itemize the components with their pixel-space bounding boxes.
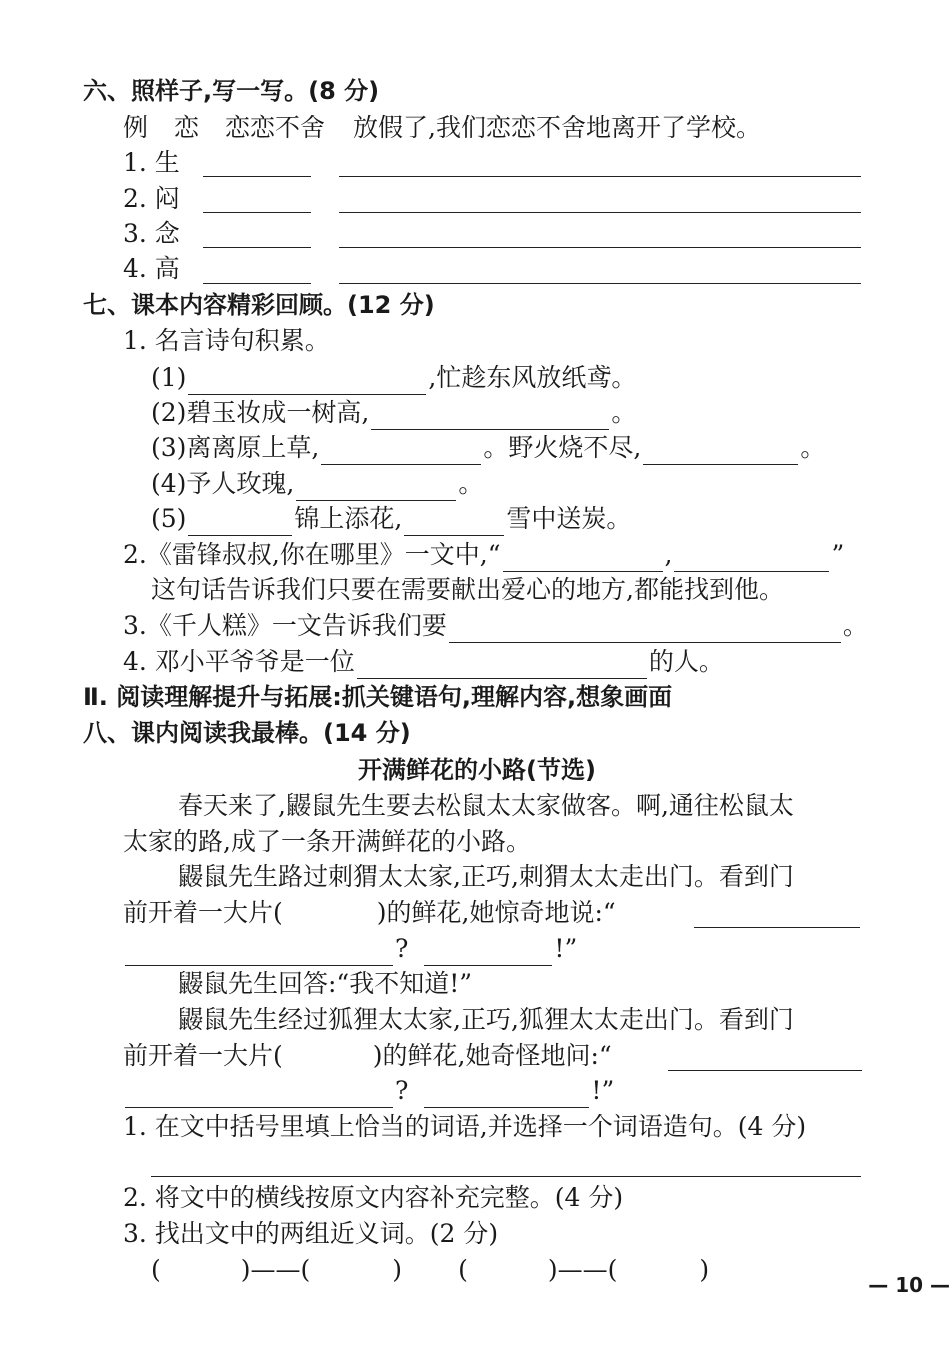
poem-text-2b: 。 bbox=[611, 398, 637, 427]
poem-line-3 bbox=[151, 431, 825, 465]
passage-p2-blank-c[interactable] bbox=[424, 939, 552, 966]
s7-q4 bbox=[123, 645, 724, 679]
s6-item-2: 2. 闷 bbox=[123, 184, 180, 213]
poem-line-4 bbox=[151, 467, 483, 501]
poem-blank-3a[interactable] bbox=[321, 438, 481, 465]
s7-q2-blank-a[interactable] bbox=[503, 545, 663, 572]
passage-title: 开满鲜花的小路(节选) bbox=[358, 756, 596, 784]
s7-q2-close: ” bbox=[831, 540, 845, 569]
poem-text-4a: 予人玫瑰, bbox=[186, 469, 295, 498]
s7-q4-blank[interactable] bbox=[357, 652, 647, 679]
s7-q2 bbox=[123, 538, 844, 572]
page-number: — 10 — bbox=[868, 1273, 950, 1297]
passage-p4-excl: !” bbox=[591, 1076, 615, 1105]
s7-q3-blank[interactable] bbox=[449, 616, 841, 643]
s7-q2-text: 2.《雷锋叔叔,你在哪里》一文中,“ bbox=[123, 540, 501, 569]
passage-p4-l3 bbox=[123, 1074, 614, 1108]
s7-q2-line2: 这句话告诉我们只要在需要献出爱心的地方,都能找到他。 bbox=[151, 575, 784, 604]
synonym-paren-3-close: ) bbox=[547, 1255, 558, 1284]
part-2-title: Ⅱ. 阅读理解提升与拓展:抓关键语句,理解内容,想象画面 bbox=[83, 683, 673, 711]
passage-p1-l1: 春天来了,鼹鼠先生要去松鼠太太家做客。啊,通往松鼠太 bbox=[178, 791, 794, 820]
s7-q2-blank-b[interactable] bbox=[674, 545, 829, 572]
synonym-row bbox=[151, 1253, 709, 1287]
example-char: 恋 bbox=[174, 113, 200, 142]
synonym-paren-4-open: ( bbox=[607, 1255, 618, 1284]
s6-blank-sentence-4[interactable] bbox=[339, 283, 861, 284]
passage-p2-blank-b[interactable] bbox=[125, 939, 393, 966]
poem-num-3: (3) bbox=[151, 433, 187, 462]
s7-q4-tail: 的人。 bbox=[648, 647, 724, 676]
s7-q3 bbox=[123, 609, 868, 643]
s7-q2-comma: , bbox=[664, 540, 673, 569]
passage-p4-blank-b[interactable] bbox=[125, 1081, 393, 1108]
poem-num-1: (1) bbox=[151, 363, 187, 392]
poem-line-2 bbox=[151, 396, 636, 430]
poem-text-4b: 。 bbox=[458, 469, 484, 498]
passage-p2-blank-a[interactable] bbox=[694, 927, 860, 928]
poem-blank-5a[interactable] bbox=[188, 509, 292, 536]
passage-p2-qmark: ? bbox=[395, 934, 409, 963]
synonym-paren-4-close: ) bbox=[699, 1255, 710, 1284]
poem-text-2a: 碧玉妆成一树高, bbox=[186, 398, 370, 427]
poem-line-5 bbox=[151, 502, 631, 536]
passage-p4-text-b: )的鲜花,她奇怪地问:“ bbox=[372, 1041, 612, 1070]
s6-item-3: 3. 念 bbox=[123, 219, 180, 248]
passage-p1-l2: 太家的路,成了一条开满鲜花的小路。 bbox=[123, 827, 531, 856]
poem-num-4: (4) bbox=[151, 469, 187, 498]
passage-p3: 鼹鼠先生回答:“我不知道!” bbox=[178, 969, 473, 998]
poem-text-1: ,忙趁东风放纸鸢。 bbox=[428, 363, 637, 392]
s7-q3-text: 3.《千人糕》一文告诉我们要 bbox=[123, 611, 447, 640]
s6-item-4: 4. 高 bbox=[123, 254, 180, 283]
s7-q1: 1. 名言诗句积累。 bbox=[123, 326, 330, 355]
example-sentence: 放假了,我们恋恋不舍地离开了学校。 bbox=[353, 113, 761, 142]
poem-blank-3b[interactable] bbox=[643, 438, 798, 465]
passage-p2-text-a: 前开着一大片( bbox=[123, 898, 283, 927]
example-row bbox=[123, 111, 761, 145]
synonym-paren-1-close: ) bbox=[240, 1255, 251, 1284]
passage-p2-l1: 鼹鼠先生路过刺猬太太家,正巧,刺猬太太走出门。看到门 bbox=[178, 862, 794, 891]
s6-blank-sentence-3[interactable] bbox=[339, 247, 861, 248]
passage-p4-blank-c[interactable] bbox=[424, 1081, 589, 1108]
poem-text-5a: 锦上添花, bbox=[294, 504, 403, 533]
s6-blank-word-4[interactable] bbox=[203, 283, 311, 284]
passage-p2-text-b: )的鲜花,她惊奇地说:“ bbox=[376, 898, 616, 927]
passage-p4-qmark: ? bbox=[395, 1076, 409, 1105]
s8-q3: 3. 找出文中的两组近义词。(2 分) bbox=[123, 1219, 499, 1248]
poem-text-3a: 离离原上草, bbox=[186, 433, 320, 462]
poem-num-2: (2) bbox=[151, 398, 187, 427]
s8-q1: 1. 在文中括号里填上恰当的词语,并选择一个词语造句。(4 分) bbox=[123, 1112, 807, 1141]
poem-text-3b: 。野火烧不尽, bbox=[483, 433, 642, 462]
s6-blank-word-2[interactable] bbox=[203, 212, 311, 213]
s6-blank-word-1[interactable] bbox=[203, 176, 311, 177]
s6-item-1: 1. 生 bbox=[123, 148, 180, 177]
passage-p4-blank-a[interactable] bbox=[668, 1070, 862, 1071]
passage-p4-l2 bbox=[123, 1039, 612, 1073]
s8-q1-answer-line[interactable] bbox=[151, 1176, 861, 1177]
synonym-paren-3-open: ( bbox=[458, 1255, 468, 1284]
section-7-title: 七、课本内容精彩回顾。(12 分) bbox=[83, 291, 435, 319]
s7-q3-tail: 。 bbox=[842, 611, 868, 640]
synonym-paren-2-close: ) bbox=[392, 1255, 403, 1284]
poem-blank-1[interactable] bbox=[188, 368, 426, 395]
synonym-dash-1: —— bbox=[250, 1255, 301, 1284]
poem-text-3c: 。 bbox=[800, 433, 826, 462]
poem-blank-4[interactable] bbox=[296, 474, 456, 501]
s6-blank-sentence-2[interactable] bbox=[339, 212, 861, 213]
poem-line-1 bbox=[151, 361, 636, 395]
example-label: 例 bbox=[123, 113, 149, 142]
poem-num-5: (5) bbox=[151, 504, 187, 533]
passage-p2-l3 bbox=[123, 932, 577, 966]
synonym-paren-1-open: ( bbox=[151, 1255, 161, 1284]
s6-blank-word-3[interactable] bbox=[203, 247, 311, 248]
passage-p2-excl: !” bbox=[554, 934, 578, 963]
poem-blank-2[interactable] bbox=[371, 403, 609, 430]
example-word: 恋恋不舍 bbox=[225, 113, 326, 142]
synonym-dash-2: —— bbox=[557, 1255, 608, 1284]
poem-text-5b: 雪中送炭。 bbox=[506, 504, 632, 533]
passage-p2-l2 bbox=[123, 896, 616, 930]
section-6-title: 六、照样子,写一写。(8 分) bbox=[83, 77, 380, 105]
synonym-paren-2-open: ( bbox=[300, 1255, 311, 1284]
passage-p4-text-a: 前开着一大片( bbox=[123, 1041, 283, 1070]
passage-p4-l1: 鼹鼠先生经过狐狸太太家,正巧,狐狸太太走出门。看到门 bbox=[178, 1005, 794, 1034]
s6-blank-sentence-1[interactable] bbox=[339, 176, 861, 177]
section-8-title: 八、课内阅读我最棒。(14 分) bbox=[83, 719, 411, 747]
poem-blank-5b[interactable] bbox=[404, 509, 504, 536]
s8-q2: 2. 将文中的横线按原文内容补充完整。(4 分) bbox=[123, 1183, 624, 1212]
s7-q4-text: 4. 邓小平爷爷是一位 bbox=[123, 647, 355, 676]
